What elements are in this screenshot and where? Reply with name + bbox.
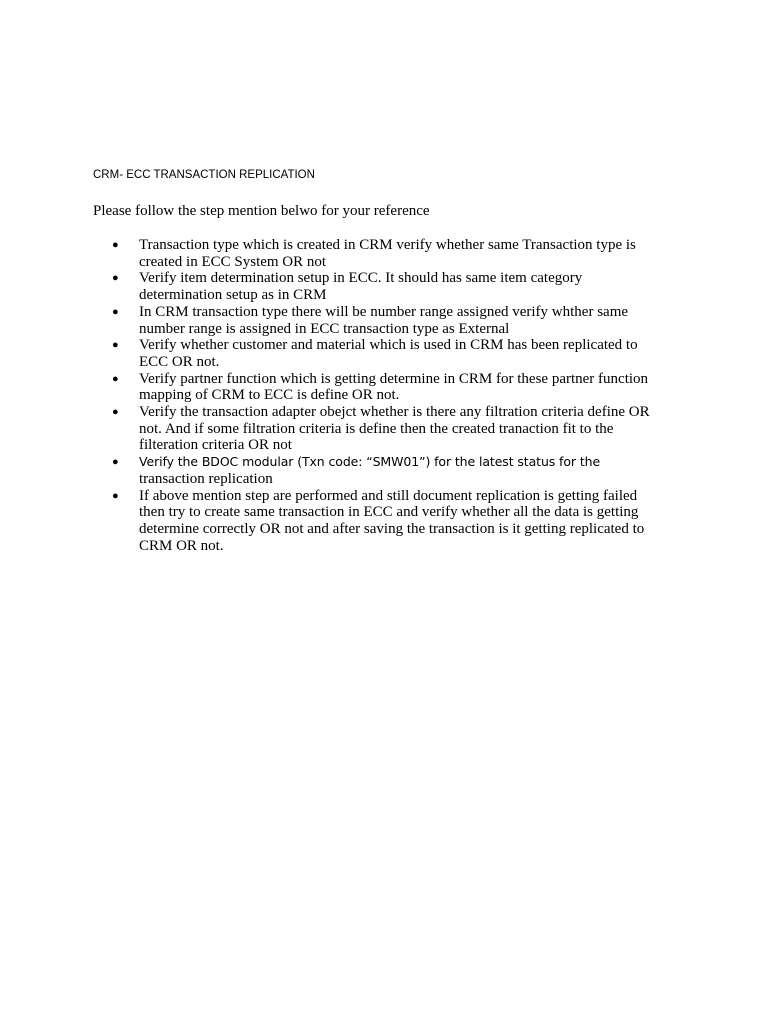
step-line: filteration criteria OR not (139, 437, 292, 454)
step-line: created in ECC System OR not (139, 253, 327, 270)
step-line: Verify the BDOC modular (Txn code: “SMW01”) for the latest status for the (139, 454, 601, 470)
step-line: ECC OR not. (139, 353, 220, 370)
step-line: number range is assigned in ECC transaction type as External (139, 320, 510, 337)
step-line: If above mention step are performed and still document replication is getting failed (139, 487, 638, 504)
step-line: determine correctly OR not and after saving the transaction is it getting replicated to (139, 520, 645, 537)
bullet-icon: ● (112, 272, 119, 285)
list-item (112, 337, 699, 370)
steps-list (112, 237, 699, 554)
list-item (112, 237, 699, 270)
bullet-icon: ● (112, 489, 119, 502)
step-line: determination setup as in CRM (139, 287, 327, 304)
list-item (112, 454, 699, 487)
step-line: mapping of CRM to ECC is define OR not. (139, 387, 400, 404)
step-line: transaction replication (139, 470, 273, 487)
step-line: Verify the transaction adapter obejct whether is there any filtration criteria define OR (139, 404, 650, 421)
intro-paragraph: Please follow the step mention belwo for your reference (93, 203, 430, 219)
bullet-icon: ● (112, 406, 119, 419)
step-line: Verify partner function which is getting determine in CRM for these partner function (139, 370, 649, 387)
bullet-icon: ● (112, 339, 119, 352)
list-item (112, 404, 699, 454)
list-item (112, 270, 699, 304)
step-line: not. And if some filtration criteria is define then the created tranaction fit to the (139, 420, 614, 437)
bullet-icon: ● (112, 372, 119, 385)
step-line: Verify whether customer and material which is used in CRM has been replicated to (139, 337, 638, 354)
step-line: then try to create same transaction in ECC and verify whether all the data is getting (139, 504, 639, 521)
list-item (112, 487, 699, 555)
bullet-icon: ● (112, 305, 119, 318)
step-line: CRM OR not. (139, 537, 224, 554)
bullet-icon: ● (112, 239, 119, 251)
step-line: In CRM transaction type there will be number range assigned verify whther same (139, 303, 629, 320)
bullet-icon: ● (112, 456, 119, 469)
step-line: Transaction type which is created in CRM verify whether same Transaction type is (139, 237, 636, 253)
list-item (112, 303, 699, 337)
step-line: Verify item determination setup in ECC. It should has same item category (139, 270, 583, 287)
list-item (112, 370, 699, 404)
document-title: CRM- ECC TRANSACTION REPLICATION (93, 169, 315, 181)
